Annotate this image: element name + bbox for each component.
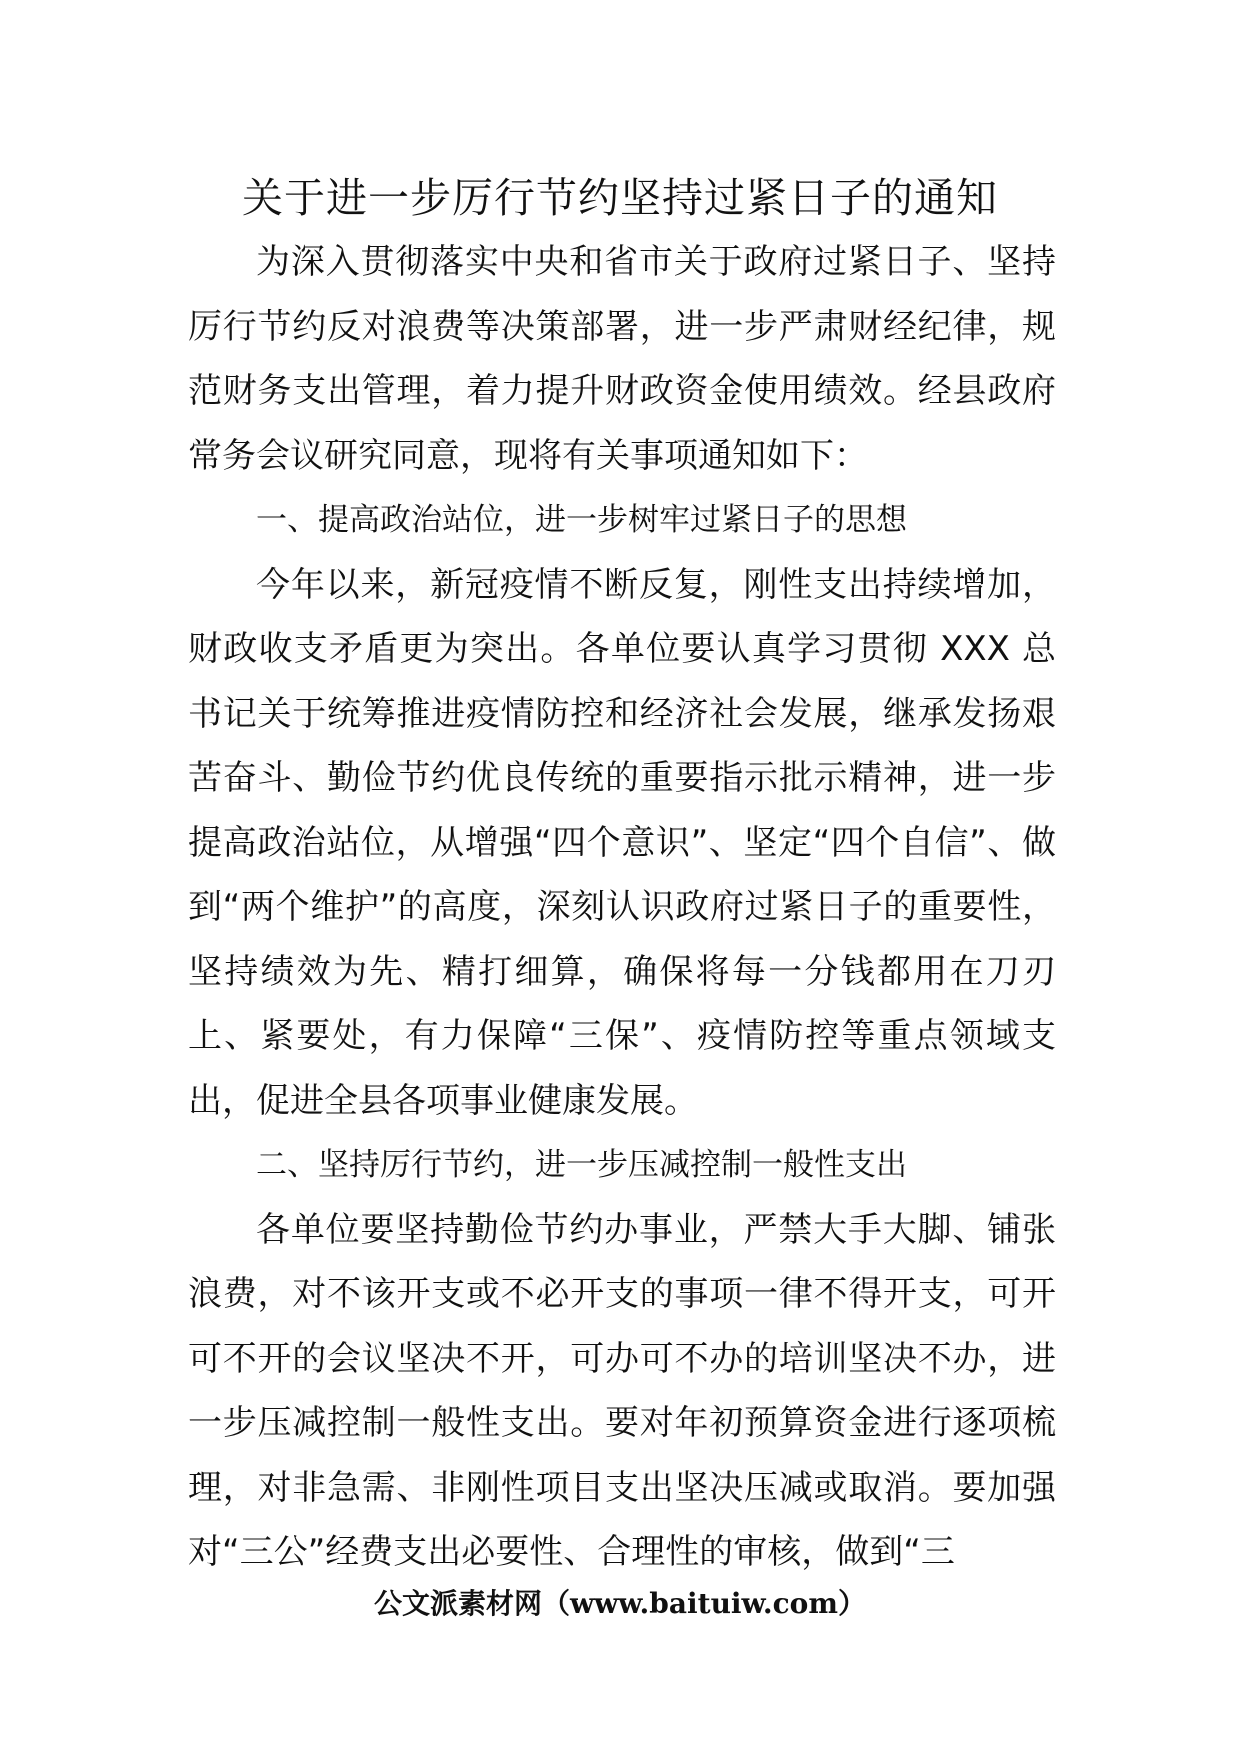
section-2-heading: 二、坚持厉行节约，进一步压减控制一般性支出 — [256, 1147, 907, 1183]
footer-watermark: 公文派素材网（www.baituiw.com） — [374, 1587, 866, 1620]
section-1-heading: 一、提高政治站位，进一步树牢过紧日子的思想 — [256, 502, 907, 538]
document-title: 关于进一步厉行节约坚持过紧日子的通知 — [242, 174, 998, 222]
section-2-paragraph: 各单位要坚持勤俭节约办事业，严禁大手大脚、铺张浪费，对不该开支或不必开支的事项一律不得开支，可开可不开的会议坚决不开，可办可不办的培训坚决不办，进一步压减控制一般性支出。要对年初预算资金进行逐项梳理，对非急需、非刚性项目支出坚决压减或取消。要加强对“三公”经费支出必要性、合理性的审核，做到“三 — [188, 1209, 1056, 1572]
document-body — [188, 230, 1056, 1585]
section-1-paragraph: 今年以来，新冠疫情不断反复，刚性支出持续增加，财政收支矛盾更为突出。各单位要认真学习贯彻 XXX 总书记关于统筹推进疫情防控和经济社会发展，继承发扬艰苦奋斗、勤俭节约优良传统的重要指示批示精神，进一步提高政治站位，从增强“四个意识”、坚定“四个自信”、做到“两个维护”的高度，深刻认识政府过紧日子的重要性，坚持绩效为先、精打细算，确保将每一分钱都用在刀刃上、紧要处，有力保障“三保”、疫情防控等重点领域支出，促进全县各项事业健康发展。 — [188, 564, 1056, 1121]
intro-paragraph: 为深入贯彻落实中央和省市关于政府过紧日子、坚持厉行节约反对浪费等决策部署，进一步严肃财经纪律，规范财务支出管理，着力提升财政资金使用绩效。经县政府常务会议研究同意，现将有关事项通知如下： — [188, 242, 1056, 476]
